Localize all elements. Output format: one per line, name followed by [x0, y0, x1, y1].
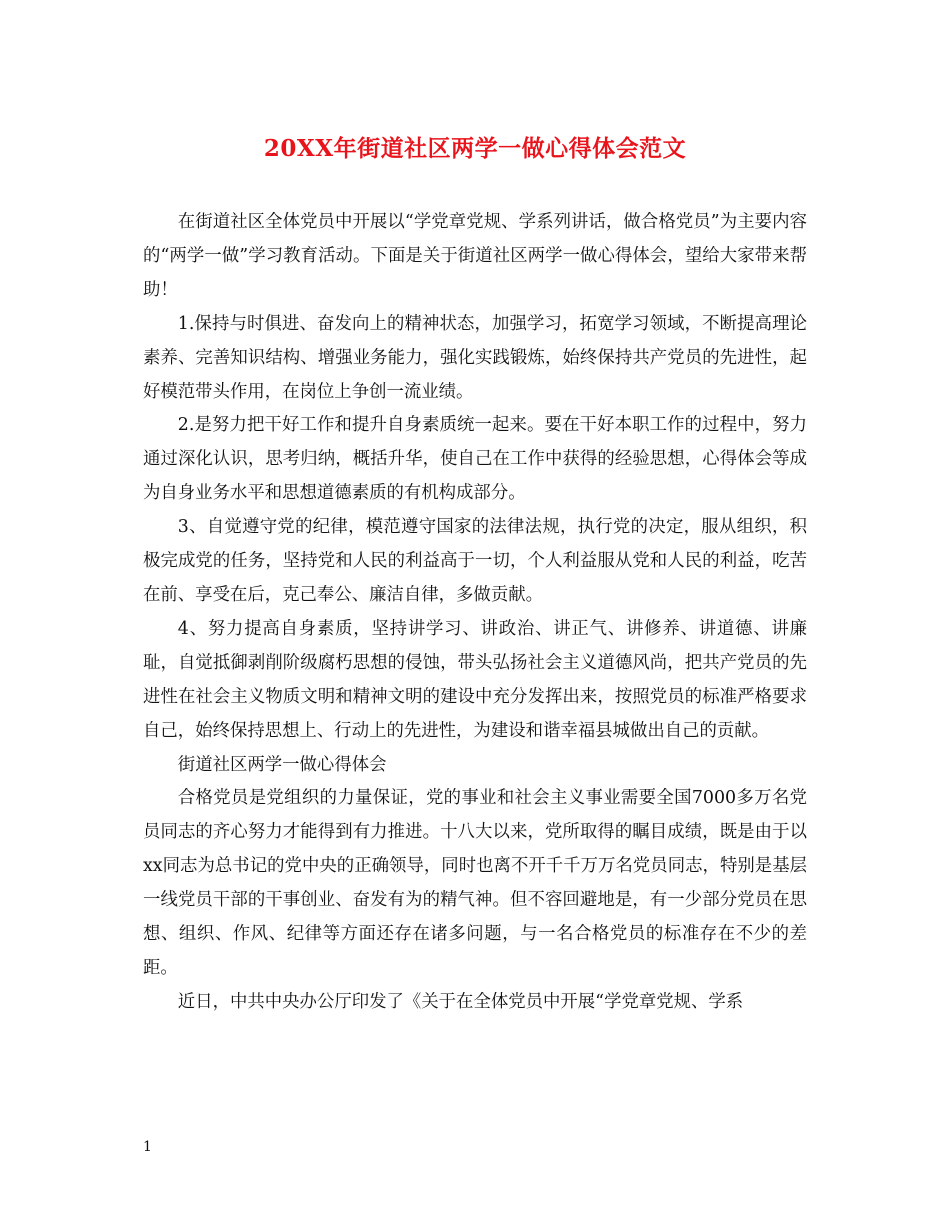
paragraph-qualified-member: 合格党员是党组织的力量保证，党的事业和社会主义事业需要全国7000多万名党员同志的齐心努力才能得到有力推进。十八大以来，党所取得的瞩目成绩，既是由于以xx同志为总书记的党中央的正确领导，同时也离不开千千万万名党员同志，特别是基层一线党员干部的干事创业、奋发有为的精气神。但不容回避地是，有一少部分党员在思想、组织、作风、纪律等方面还存在诸多问题，与一名合格党员的标准存在不少的差距。	[143, 788, 807, 978]
page-number: 1	[143, 1139, 152, 1155]
paragraph-recent-notice: 近日，中共中央办公厅印发了《关于在全体党员中开展“学党章党规、学系	[177, 991, 744, 1012]
section-heading: 街道社区两学一做心得体会	[177, 754, 387, 775]
paragraph-point-3: 3、自觉遵守党的纪律，模范遵守国家的法律法规，执行党的决定，服从组织，积极完成党的任务，坚持党和人民的利益高于一切，个人利益服从党和人民的利益，吃苦在前、享受在后，克己奉公、廉洁自律，多做贡献。	[143, 517, 807, 605]
paragraph-point-4: 4、努力提高自身素质，坚持讲学习、讲政治、讲正气、讲修养、讲道德、讲廉耻，自觉抵御剥削阶级腐朽思想的侵蚀，带头弘扬社会主义道德风尚，把共产党员的先进性在社会主义物质文明和精神文明的建设中充分发挥出来，按照党员的标准严格要求自己，始终保持思想上、行动上的先进性，为建设和谐幸福县城做出自己的贡献。	[143, 618, 807, 741]
paragraph-point-2: 2.是努力把干好工作和提升自身素质统一起来。要在干好本职工作的过程中，努力通过深化认识，思考归纳，概括升华，使自己在工作中获得的经验思想，心得体会等成为自身业务水平和思想道德素质的有机构成部分。	[143, 415, 807, 504]
document-title: 20XX年街道社区两学一做心得体会范文	[263, 135, 687, 162]
paragraph-point-1: 1.保持与时俱进、奋发向上的精神状态，加强学习，拓宽学习领域，不断提高理论素养、完善知识结构、增强业务能力，强化实践锻炼，始终保持共产党员的先进性，起好模范带头作用，在岗位上争创一流业绩。	[143, 313, 807, 402]
paragraph-intro: 在街道社区全体党员中开展以“学党章党规、学系列讲话，做合格党员”为主要内容的“两学一做”学习教育活动。下面是关于街道社区两学一做心得体会，望给大家带来帮助！	[143, 212, 807, 300]
document-body	[143, 206, 807, 1020]
